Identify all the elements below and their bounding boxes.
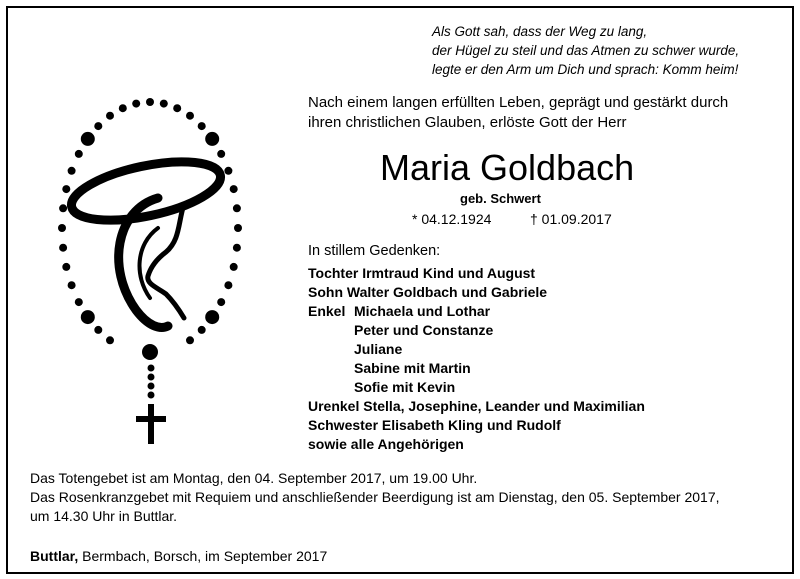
rosary-bead	[198, 326, 206, 334]
poem	[432, 22, 739, 79]
poem-line: Als Gott sah, dass der Weg zu lang,	[432, 24, 648, 39]
rosary-bead	[119, 104, 127, 112]
face-profile	[148, 204, 184, 318]
rosary-bead	[230, 185, 238, 193]
place-town: Buttlar,	[30, 548, 79, 564]
death-date: † 01.09.2017	[530, 211, 612, 227]
service-note-line: Das Rosenkranzgebet mit Requiem und anschließender Beerdigung ist am Dienstag, den 05. September 2017,	[30, 489, 720, 505]
pendant-bead	[148, 392, 155, 399]
rosary-bead	[59, 244, 67, 252]
rosary-bead	[205, 132, 219, 146]
rosary-bead	[186, 336, 194, 344]
rosary-bead	[217, 298, 225, 306]
service-notes	[30, 469, 720, 526]
rosary-bead	[205, 310, 219, 324]
rosary-bead	[224, 281, 232, 289]
mourner-daughter: Tochter Irmtraud Kind und August	[308, 265, 536, 281]
rosary-bead	[81, 310, 95, 324]
madonna-figure	[66, 151, 225, 328]
crucifix	[136, 404, 166, 444]
rosary-bead	[94, 122, 102, 130]
rosary-bead	[59, 204, 67, 212]
mourner-sister: Schwester Elisabeth Kling und Rudolf	[308, 417, 561, 433]
rosary-bead	[173, 104, 181, 112]
rosary-center-bead	[142, 344, 158, 360]
mourner-grandchildren	[308, 302, 645, 321]
rosary-bead	[68, 167, 76, 175]
mourners-heading: In stillem Gedenken:	[308, 243, 441, 259]
rosary-beads	[58, 98, 242, 399]
rosary-bead	[68, 281, 76, 289]
rosary-bead	[58, 224, 66, 232]
pendant-bead	[148, 365, 155, 372]
rosary-bead	[75, 298, 83, 306]
grandchild: Peter und Constanze	[354, 322, 494, 338]
rosary-bead	[186, 112, 194, 120]
mourner-great-grandchildren: Urenkel Stella, Josephine, Leander und Maximilian	[308, 398, 645, 414]
rosary-bead	[234, 224, 242, 232]
grandchild: Sabine mit Martin	[354, 360, 471, 376]
mourner-others: sowie alle Angehörigen	[308, 436, 464, 452]
place-rest: Bermbach, Borsch, im September 2017	[78, 548, 328, 564]
rosary-bead	[233, 204, 241, 212]
pendant-bead	[148, 374, 155, 381]
grandchildren-label: Enkel	[308, 303, 346, 319]
rosary-bead	[94, 326, 102, 334]
obituary-frame	[6, 6, 794, 574]
birth-date: * 04.12.1924	[412, 211, 492, 227]
rosary-bead	[75, 150, 83, 158]
poem-line: legte er den Arm um Dich und sprach: Komm heim!	[432, 62, 739, 77]
grandchild: Sofie mit Kevin	[354, 379, 456, 395]
rosary-bead	[62, 185, 70, 193]
rosary-bead	[62, 263, 70, 271]
mourner-son: Sohn Walter Goldbach und Gabriele	[308, 284, 548, 300]
intro-line: ihren christlichen Glauben, erlöste Gott der Herr	[308, 114, 627, 131]
service-note-line: um 14.30 Uhr in Buttlar.	[30, 508, 178, 524]
place-and-date	[30, 548, 327, 564]
deceased-name: Maria Goldbach	[380, 147, 635, 188]
mourners-list	[308, 264, 645, 454]
intro-line: Nach einem langen erfüllten Leben, geprägt und gestärkt durch	[308, 94, 729, 111]
rosary-bead	[224, 167, 232, 175]
intro-text	[308, 93, 728, 133]
rosary-bead	[233, 244, 241, 252]
grandchild: Juliane	[354, 341, 403, 357]
grandchild: Michaela und Lothar	[354, 303, 491, 319]
rosary-bead	[132, 100, 140, 108]
rosary-bead	[146, 98, 154, 106]
rosary-bead	[81, 132, 95, 146]
rosary-bead	[106, 112, 114, 120]
rosary-bead	[160, 100, 168, 108]
pendant-bead	[148, 383, 155, 390]
service-note-line: Das Totengebet ist am Montag, den 04. September 2017, um 19.00 Uhr.	[30, 470, 478, 486]
poem-line: der Hügel zu steil und das Atmen zu schwer wurde,	[432, 43, 740, 58]
birth-name: geb. Schwert	[460, 191, 541, 206]
rosary-bead	[198, 122, 206, 130]
rosary-bead	[230, 263, 238, 271]
halo	[66, 151, 225, 232]
rosary-bead	[106, 336, 114, 344]
rosary-bead	[217, 150, 225, 158]
